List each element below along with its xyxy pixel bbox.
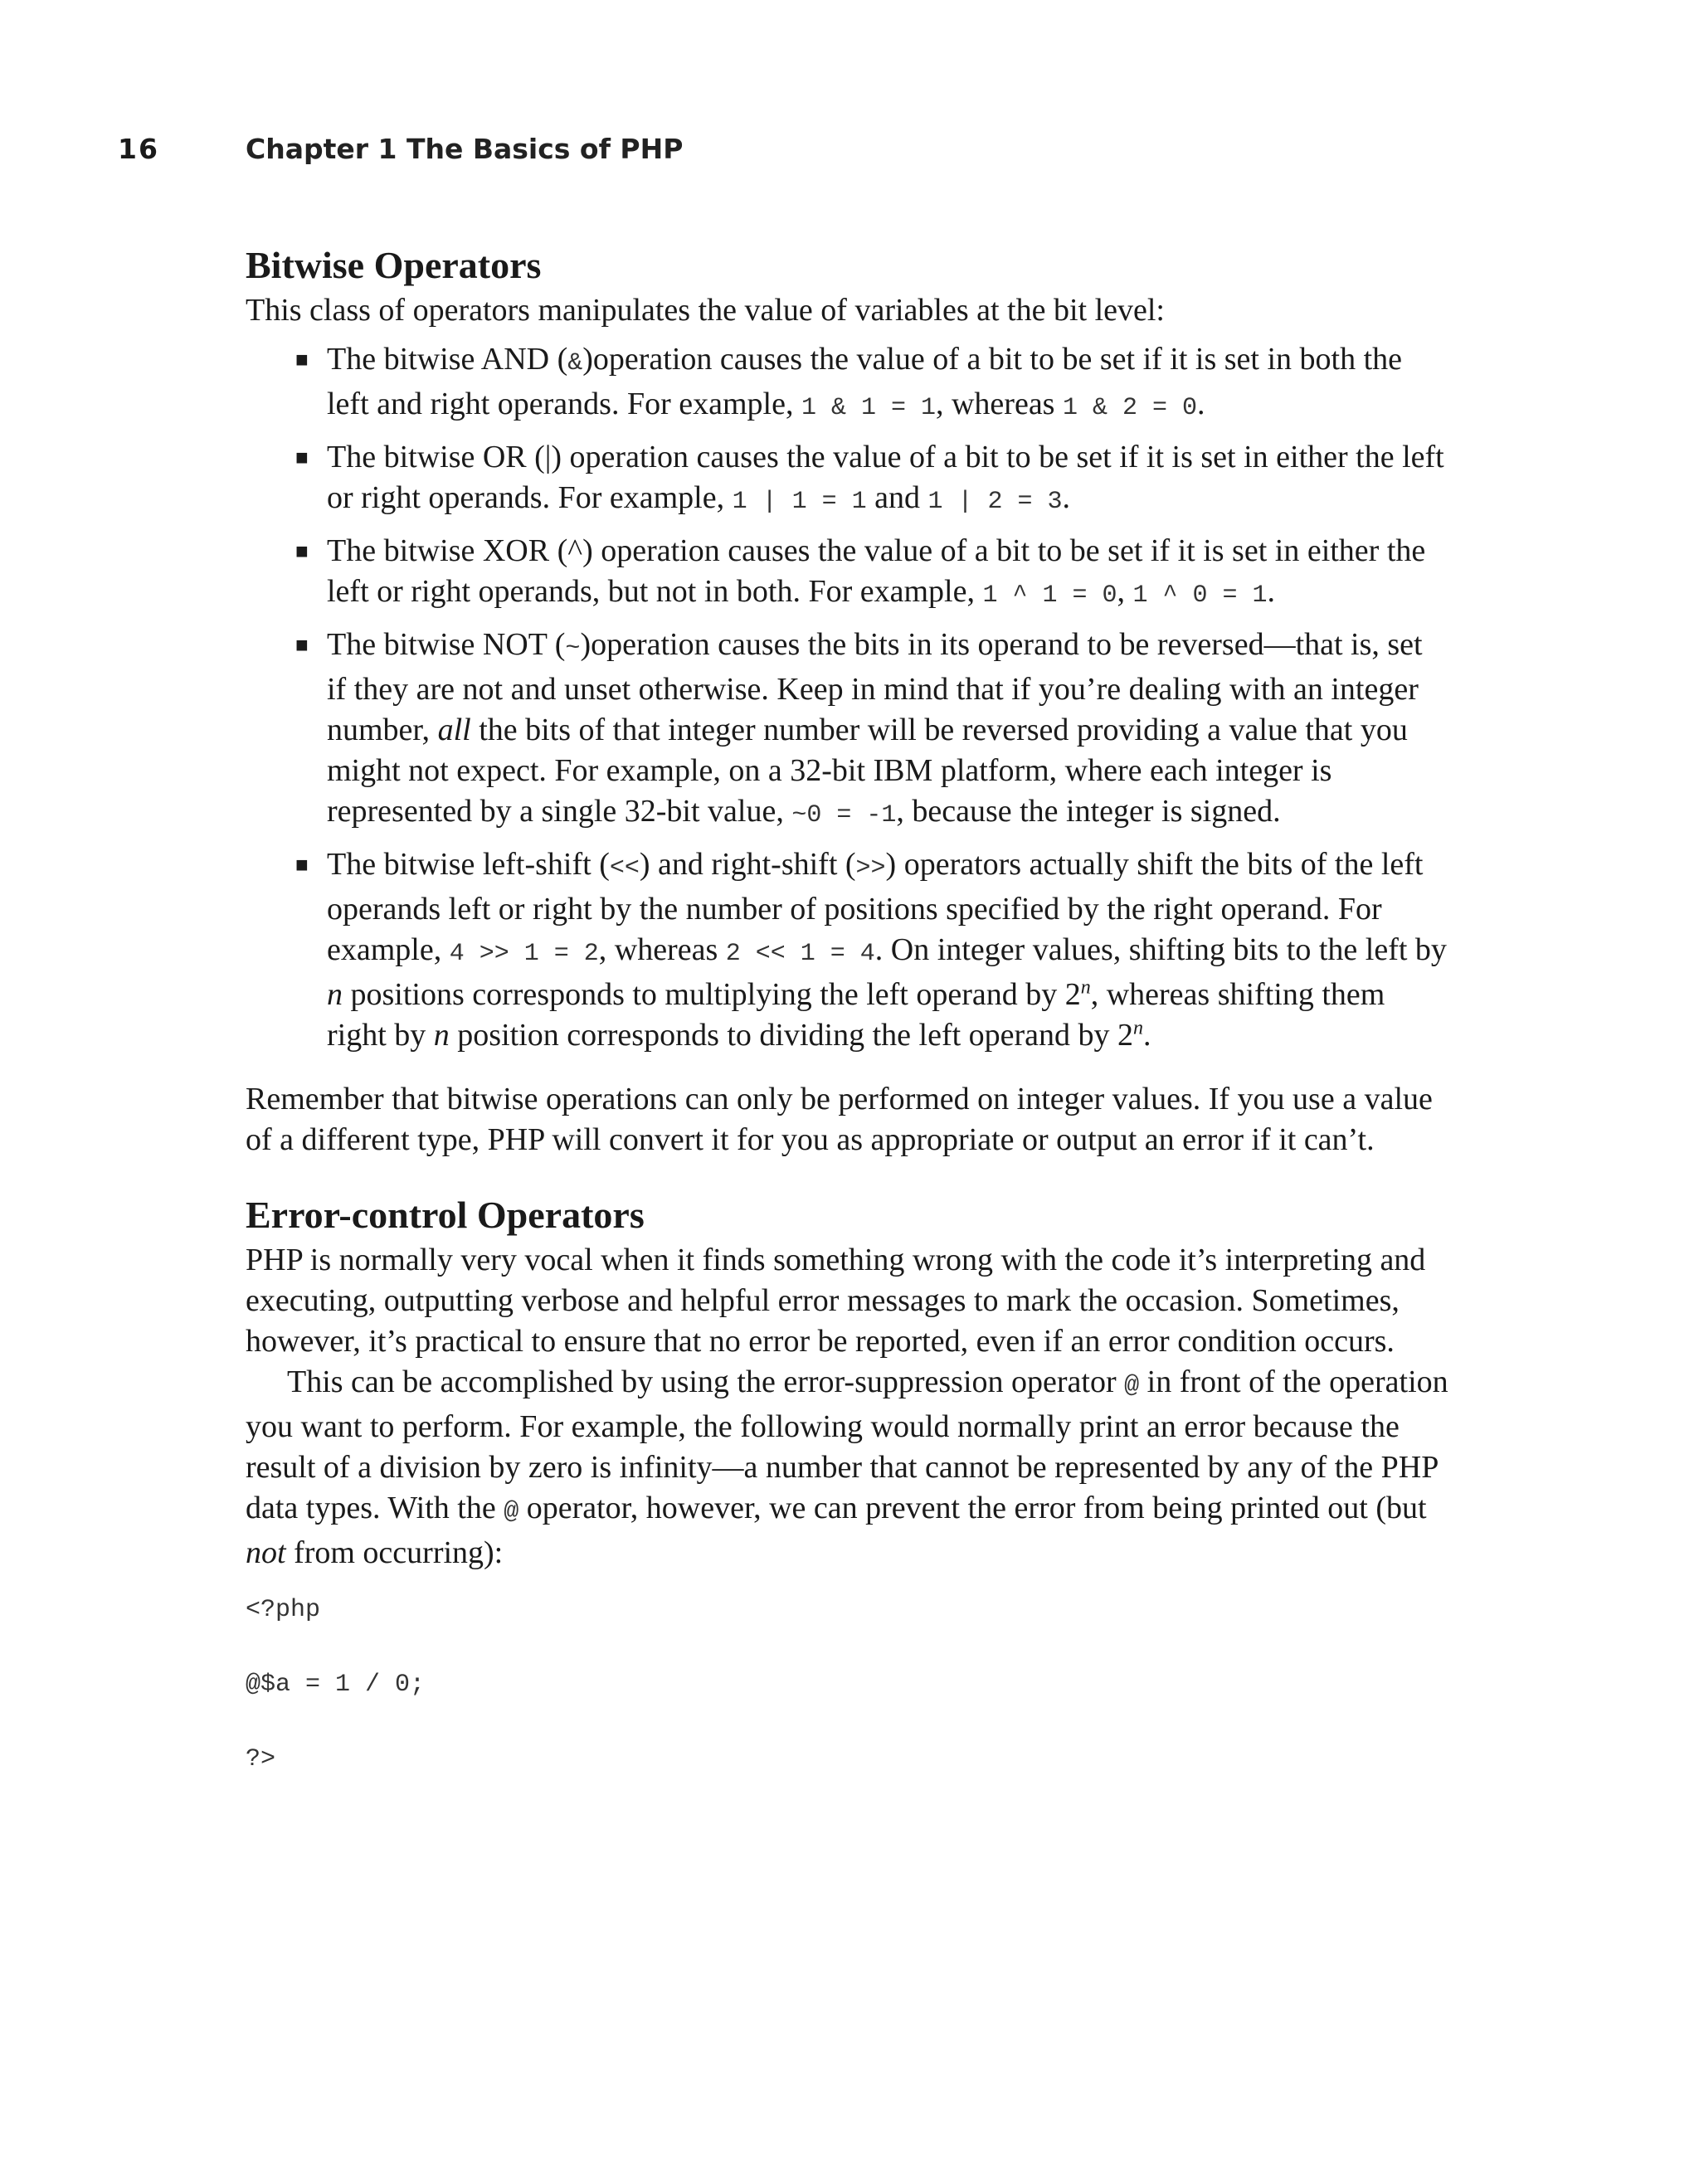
bullet-icon: ■ [295,633,309,657]
code-example: <?php @$a = 1 / 0; ?> [246,1596,426,1773]
bitwise-closing-paragraph: Remember that bitwise operations can only be performed on integer values. If you use a value of a different type, PHP will convert it for you as appropriate or output an error if it can’t. [246,1082,1433,1157]
bullet-icon: ■ [295,348,309,372]
bullet-icon: ■ [295,853,309,877]
error-control-paragraph-1: PHP is normally very vocal when it finds something wrong with the code it’s interpreting and executing, outputting verbose and helpful error messages to mark the occasion. Sometimes, however, it’s practical to ensure that no error be reported, even if an error condition occurs. [246,1243,1426,1359]
section-heading-error-control: Error-control Operators [246,1194,645,1236]
list-item-xor: ■ The bitwise XOR (^) operation causes the value of a bit to be set if it is set in either the left or right operands, but not in both. For example, 1 ^ 1 = 0, 1 ^ 0 = 1. [327,531,1448,616]
page-number: 16 [118,133,159,165]
bitwise-operator-list [246,339,1448,1056]
running-head [0,133,1699,174]
main-content [246,241,1448,1778]
list-item-or: ■ The bitwise OR (|) operation causes the value of a bit to be set if it is set in either the left or right operands. For example, 1 | 1 = 1 and 1 | 2 = 3. [327,437,1448,523]
list-item-shift: ■ The bitwise left-shift (<<) and right-shift (>>) operators actually shift the bits of the left operands left or right by the number of positions specified by the right operand. For example, 4 >> 1 = 2, whereas 2 << 1 = 4. On integer values, shifting bits to the left by n positions corresponds to multiplying the left operand by 2$^n$, whereas shifting them right by n position corresponds to dividing the left operand by 2$^n$. [327,844,1448,1056]
section-heading-bitwise: Bitwise Operators [246,244,542,286]
bullet-icon: ■ [295,539,309,563]
chapter-title: Chapter 1 The Basics of PHP [246,133,684,165]
bitwise-intro: This class of operators manipulates the value of variables at the bit level: [246,293,1165,328]
list-item-not: ■ The bitwise NOT (~)operation causes the bits in its operand to be reversed—that is, set if they are not and unset otherwise. Keep in mind that if you’re dealing with an integer number, all the bits of that integer number will be reversed providing a value that you might not expect. For example, on a 32-bit IBM platform, where each integer is represented by a single 32-bit value, ~0 = -1, because the integer is signed. [327,625,1448,836]
bullet-icon: ■ [295,445,309,469]
error-control-paragraph-2: This can be accomplished by using the error-suppression operator @ in front of the operation you want to perform. For example, the following would normally print an error because the result of a division by zero is infinity—a number that cannot be represented by any of the PHP data types. With the @ operator, however, we can prevent the error from being printed out (but not from occurring): [246,1364,1448,1570]
list-item-and: ■ The bitwise AND (&)operation causes the value of a bit to be set if it is set in both the left and right operands. For example, 1 & 1 = 1, whereas 1 & 2 = 0. [327,339,1448,429]
